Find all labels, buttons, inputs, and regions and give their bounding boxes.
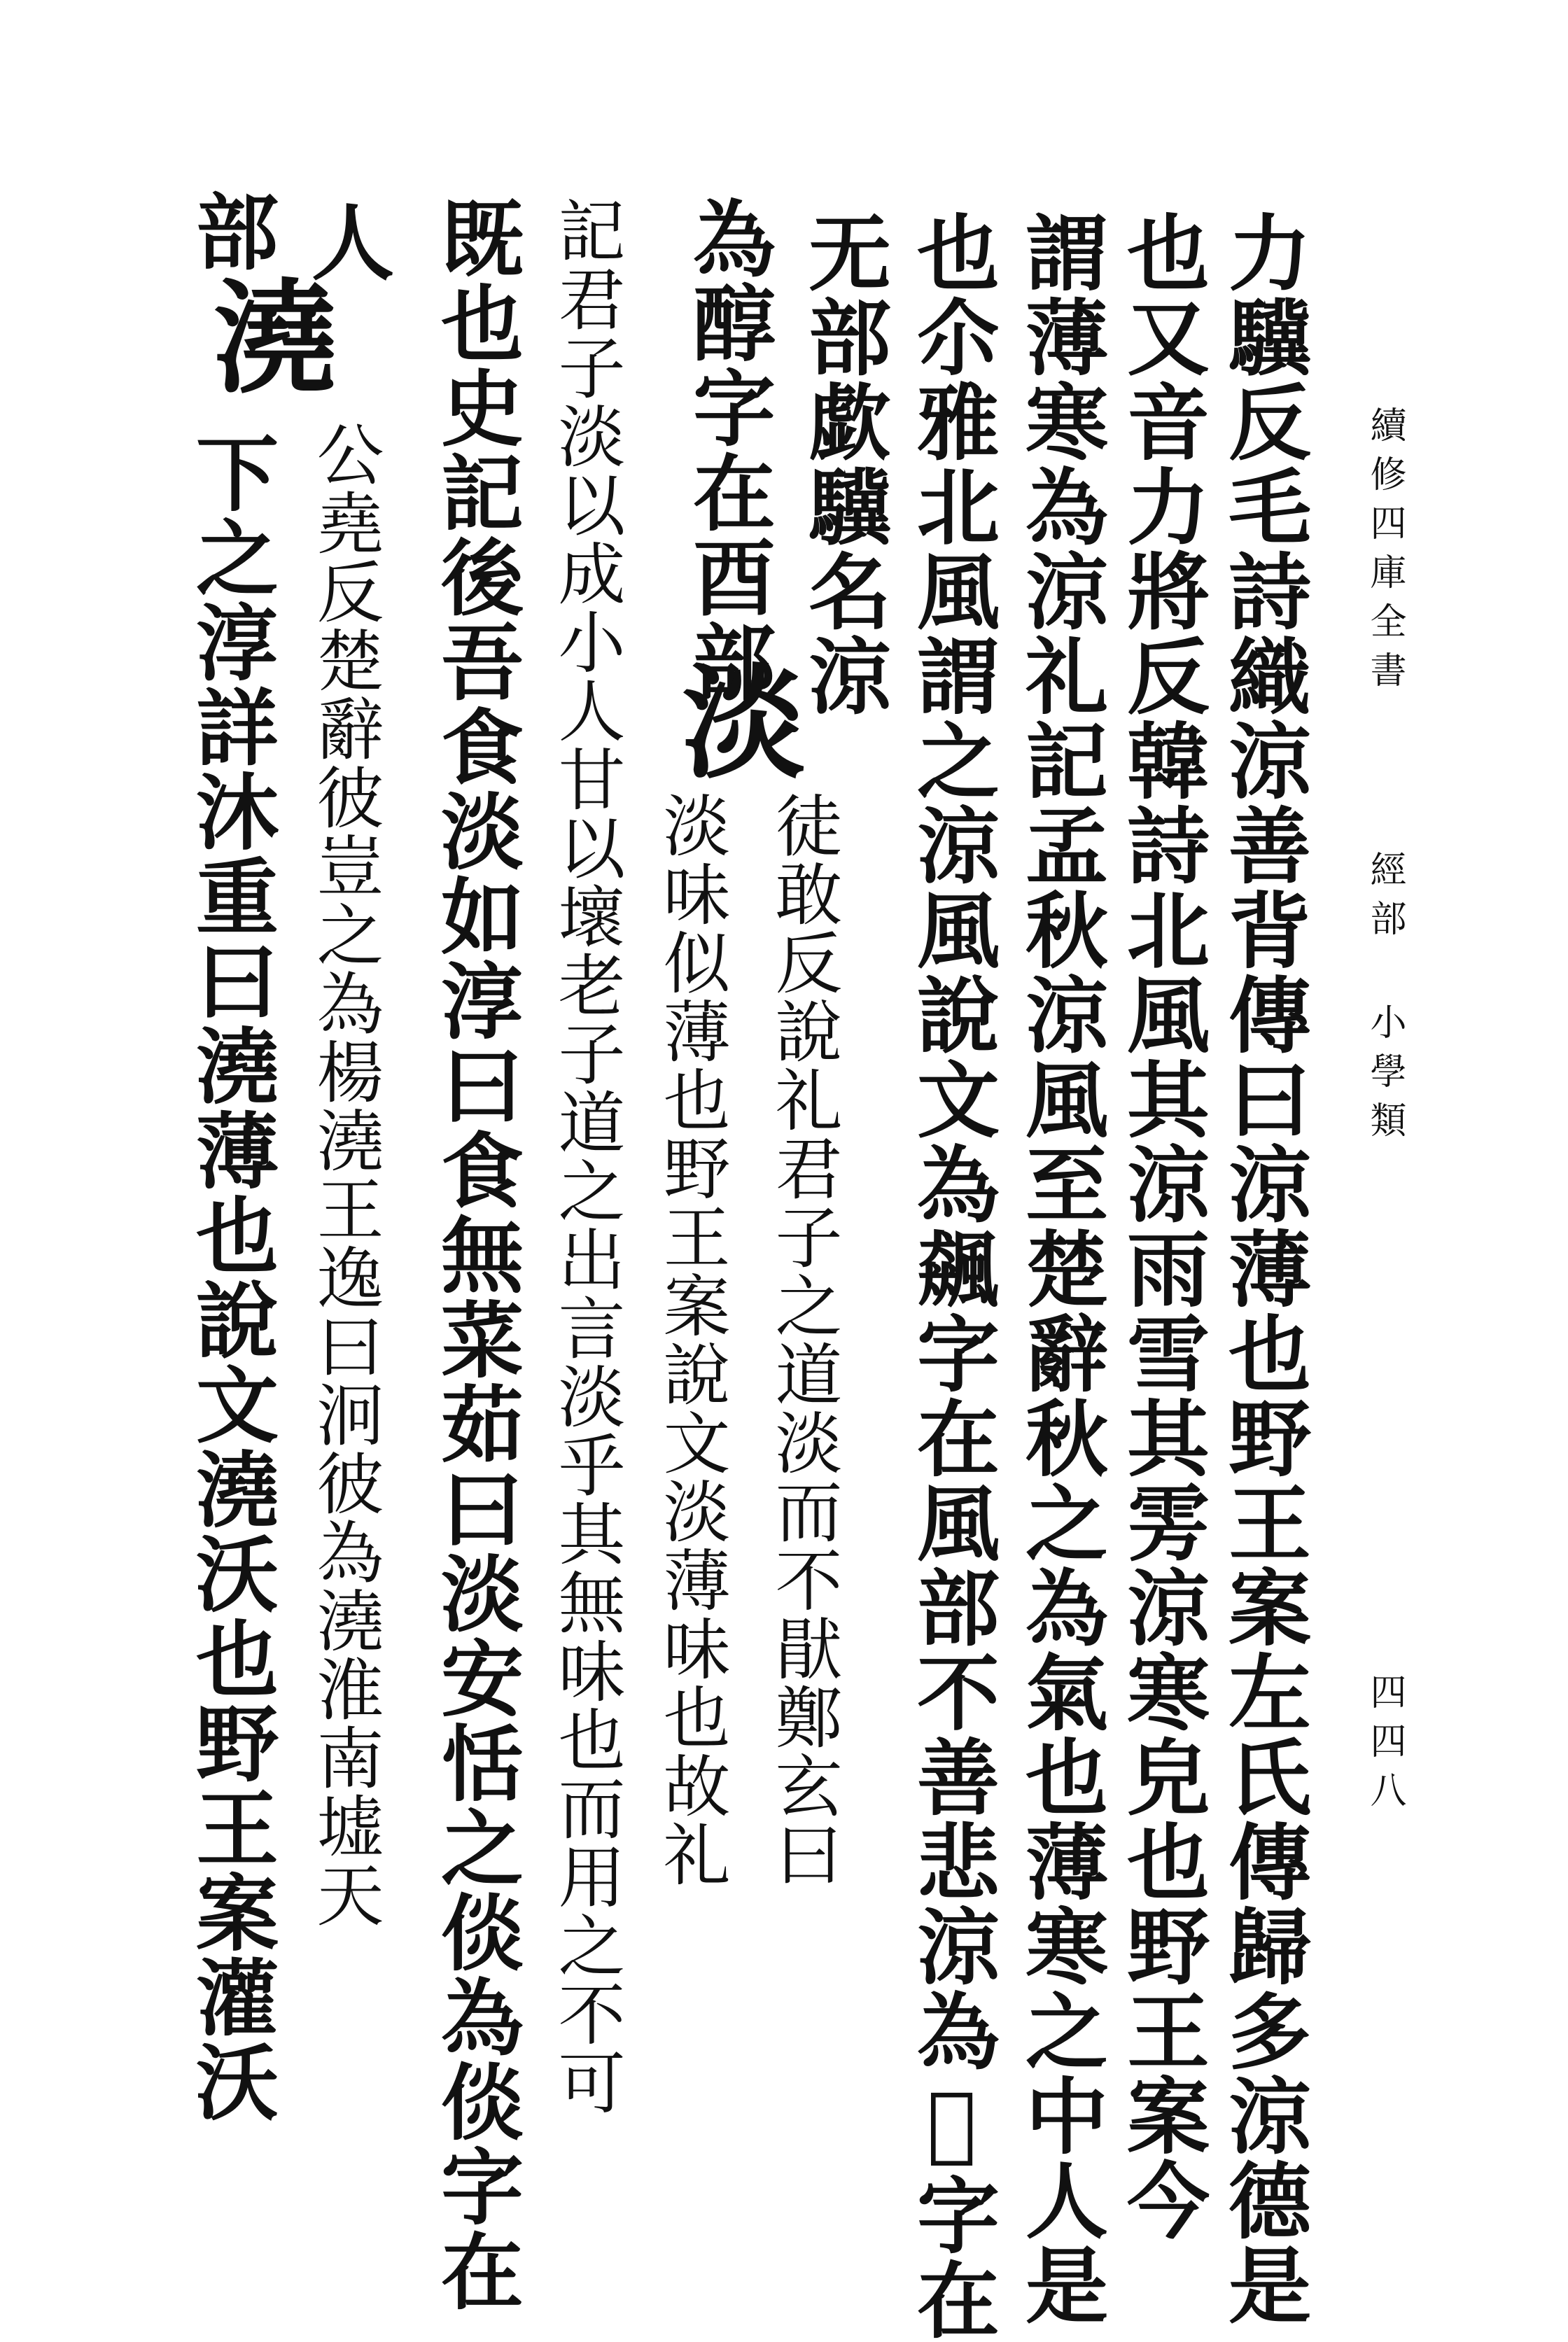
text-column-8: 淡味似薄也野王案說文淡薄味也故礼 xyxy=(652,791,731,1888)
text-column-12: 下之淳詳沐重曰澆薄也說文澆沃也野王案灌沃 xyxy=(182,430,279,2124)
section-label: 經部 小學類 xyxy=(1364,850,1406,1150)
page-number: 四四八 xyxy=(1364,1673,1406,1820)
text-column-1: 力驥反毛詩織涼善背傳曰涼薄也野王案左氏傳歸多涼德是 xyxy=(1214,210,1312,2327)
text-column-2: 也又音力將反韓詩北風其涼雨雪其雱涼寒皃也野王案今 xyxy=(1113,210,1210,2243)
text-column-7: 徒敢反說礼君子之道淡而不猒鄭玄曰 xyxy=(764,791,843,1888)
headword-jiao: 澆 xyxy=(192,273,337,396)
radical-marker-bu: 部 xyxy=(182,189,279,274)
headword-dan: 淡 xyxy=(662,658,806,781)
book-title: 續修四庫全書 xyxy=(1364,406,1406,700)
text-column-10: 既也史記後吾食淡如淳曰食無菜茹曰淡安恬之倓為倓字在 xyxy=(427,196,524,2313)
text-column-6: 為醇字在酉部 xyxy=(679,196,776,704)
text-column-5: 无部歔驥名涼 xyxy=(794,210,892,718)
text-column-3: 謂薄寒為涼礼記孟秋涼風至楚辭秋之為氣也薄寒之中人是 xyxy=(1011,210,1109,2327)
text-column-9: 記君子淡以成小人甘以壞老子道之出言淡乎其無味也而用之不可 xyxy=(547,196,626,2117)
text-column-11: 公堯反楚辭彼豈之為楊澆王逸曰泂彼為澆淮南墟天 xyxy=(306,420,384,1929)
text-column-4: 也尒雅北風謂之涼風說文為飆字在風部不善悲涼為𥠖字在 xyxy=(903,210,1000,2342)
radical-marker-ren: 人 xyxy=(298,199,395,284)
